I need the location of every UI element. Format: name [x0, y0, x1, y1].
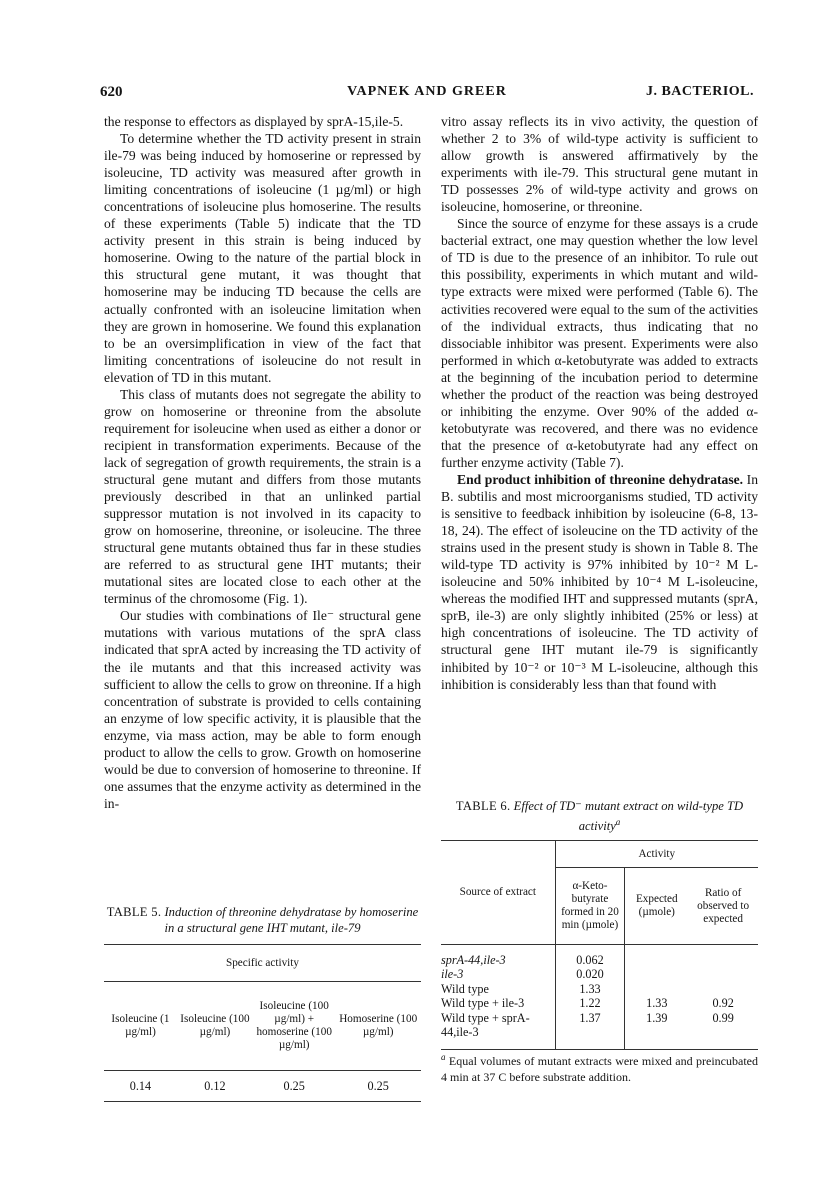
left-column — [104, 113, 421, 812]
table6-title-mark: a — [615, 817, 621, 827]
paragraph: Our studies with combinations of Ile⁻ structural gene mutations with various mutations of the sprA class indicated that sprA acted by increasing the TD activity of the ile mutants and that this increased activity was sufficient to allow the cells to grow on threonine. If a high concentration of substrate is provided to cells containing an enzyme of low specific activity, it is plausible that the enzyme, via mass action, may be able to form enough product to allow the cells to grow. Growth on homoserine would be due to conversion of homoserine to threonine. If one assumes that the enzyme activity as determined in the in- — [104, 608, 421, 811]
table6-expected — [625, 982, 688, 996]
running-authors: VAPNEK AND GREER — [347, 84, 507, 99]
table6-formed: 1.37 — [555, 1011, 625, 1050]
paragraph: the response to effectors as displayed by sprA-15,ile-5. — [104, 114, 404, 129]
section-heading: End product inhibition of threonine dehydratase. — [457, 471, 744, 487]
paragraph: To determine whether the TD activity present in strain ile-79 was being induced by homoserine or repressed by isoleucine, TD activity was measured after growth in limiting concentrations of isoleucine (1 µg/ml) or high concentrations of isoleucine plus homoserine. The results of these experiments (Table 5) indicate that the TD activity present in this strain is being induced by homoserine. Owing to the nature of the partial block in this structural gene mutant, it was thought that homoserine may be inducing TD because the cells are actually confronted with an isoleucine limitation when they are grown in homoserine. We found this explanation to be an oversimplification in view of the fact that limiting concentrations of isoleucine do not result in elevation of TD in this mutant. — [104, 131, 421, 385]
paragraph — [441, 471, 758, 693]
table5 — [104, 944, 421, 1102]
table6-col-header: Source of extract — [441, 841, 555, 945]
table5-value: 0.25 — [283, 1078, 305, 1093]
table6-col-header: Expected (µmole) — [635, 893, 678, 918]
table-row — [441, 982, 758, 996]
table-row — [441, 967, 758, 981]
table-row — [104, 1071, 421, 1102]
table6-formed: 0.062 — [555, 945, 625, 968]
table6-col-header: Ratio of observed to expected — [697, 886, 750, 925]
table6-title: Effect of TD⁻ mutant extract on wild-type TD activity — [513, 799, 744, 834]
table5-caption — [104, 904, 421, 936]
table5-col-header: Isoleucine (1 µg/ml) — [111, 1013, 170, 1038]
table5-col-header: Homoserine (100 µg/ml) — [339, 1013, 418, 1038]
journal-name: J. BACTERIOL. — [645, 84, 754, 99]
table6-caption — [441, 798, 758, 834]
table6-ratio: 0.92 — [712, 996, 734, 1011]
table6-expected: 1.33 — [646, 996, 668, 1011]
footnote-mark: a — [441, 1052, 446, 1062]
table6-ratio: 0.99 — [712, 1010, 734, 1025]
table6-formed: 1.22 — [555, 996, 625, 1010]
running-header — [100, 84, 754, 106]
table6-expected: 1.39 — [646, 1010, 668, 1025]
table6-expected — [625, 945, 688, 968]
paragraph-text: In B. subtilis and most microorganisms studied, TD activity is sensitive to feedback inhibition by isoleucine (6-8, 13-18, 24). The effect of isoleucine on the TD activity of the strains used in the present study is shown in Table 8. The wild-type TD activity is 97% inhibited by 10⁻² M L-isoleucine and 50% inhibited by 10⁻⁴ M L-isoleucine, whereas the modified IHT and suppressed mutants (sprA, sprB, ile-3) are only slightly inhibited (25% or less) at high concentrations of isoleucine. The TD activity of structural gene IHT mutant ile-79 is significantly inhibited by 10⁻² or 10⁻³ M L-isoleucine, although this inhibition is considerably less than that found with — [441, 471, 758, 692]
table5-col-header: Isoleucine (100 µg/ml) + homoserine (100 µg/ml) — [256, 1000, 332, 1051]
table5-col-header: Isoleucine (100 µg/ml) — [180, 1013, 250, 1038]
paragraph: This class of mutants does not segregate the ability to grow on homoserine or threonine from the absolute requirement for isoleucine when used as either a donor or recipient in transformation experiments. Because of the lack of segregation of growth requirements, the strain is a structural gene mutant and differs from those mutants previously described in that an unlinked partial suppressor mutation is not involved in its capacity to grow on homoserine, threonine, or isoleucine. The three structural gene mutants obtained thus far in these studies are referred to as structural gene IHT mutants; their mutational sites are located close to each other at the terminus of the chromosome (Fig. 1). — [104, 386, 421, 607]
table6-col-header: α-Keto-butyrate formed in 20 min (µmole) — [555, 868, 625, 945]
table5-value: 0.25 — [367, 1078, 389, 1093]
page-number: 620 — [100, 84, 123, 100]
table6-formed: 0.020 — [555, 967, 625, 981]
table6-label: TABLE 6. — [455, 799, 511, 813]
table6-ratio — [688, 945, 758, 968]
table6-source: sprA-44,ile-3 — [441, 945, 555, 968]
table6-ratio — [688, 967, 758, 981]
table6-group-header: Activity — [555, 841, 758, 868]
table5-title: Induction of threonine dehydratase by homoserine in a structural gene IHT mutant, ile-79 — [164, 905, 419, 935]
table6-source: Wild type + sprA-44,ile-3 — [441, 1011, 555, 1050]
paragraph: vitro assay reflects its in vivo activity, the question of whether 2 to 3% of wild-type activity is sufficient to allow growth is answered affirmatively by the experiments with ile-79. This structural gene mutant in TD possesses 2% of wild-type activity and grows on isoleucine, homoserine, or threonine. — [441, 114, 758, 215]
table5-group-header: Specific activity — [225, 956, 299, 969]
paragraph: Since the source of enzyme for these assays is a crude bacterial extract, one may question whether the low level of TD is due to the presence of an inhibitor. To rule out this possibility, experiments in which mutant and wild-type extracts were mixed were performed (Table 6). The activities recovered were equal to the sum of the activities of the individual extracts, thus indicating that no dissociable inhibitor was present. Experiments were also performed in which α-ketobutyrate was added to extracts at the beginning of the incubation period to determine whether the product of the reaction was being destroyed or inhibiting the enzyme. Over 90% of the added α-ketobutyrate was recovered, and there was no evidence that the presence of α-ketobutyrate had any effect on further enzyme activity (Table 7). — [441, 216, 758, 470]
table6 — [441, 840, 758, 1050]
table-row — [441, 1011, 758, 1050]
table6-footnote — [441, 1050, 758, 1085]
table5-label: TABLE 5. — [106, 905, 162, 919]
table6-source: ile-3 — [441, 967, 555, 981]
table6-expected — [625, 967, 688, 981]
table6-ratio — [688, 982, 758, 996]
table6-formed: 1.33 — [555, 982, 625, 996]
footnote-text: Equal volumes of mutant extracts were mixed and preincubated 4 min at 37 C before substrate addition. — [441, 1054, 758, 1084]
table6-source: Wild type + ile-3 — [441, 996, 555, 1010]
table6-source: Wild type — [441, 982, 555, 996]
right-column — [441, 113, 758, 693]
table-row — [441, 945, 758, 968]
table5-value: 0.14 — [129, 1078, 152, 1093]
table-row — [441, 996, 758, 1010]
table5-value: 0.12 — [204, 1078, 226, 1093]
